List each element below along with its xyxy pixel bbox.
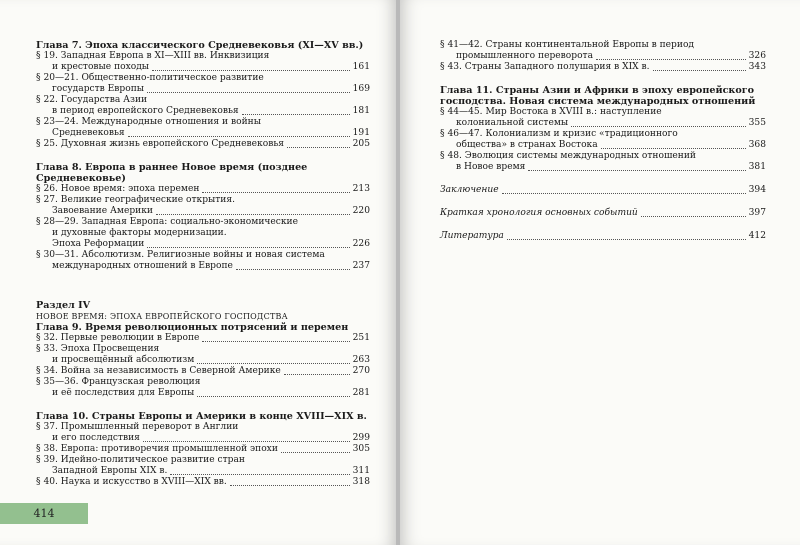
toc-page-number: 237 [352, 261, 370, 271]
toc-entry-text: государств Европы [52, 84, 145, 94]
dot-leader [281, 452, 350, 453]
toc-entry-text: § 39. Идейно-политическое развитие стран [36, 455, 245, 465]
toc-page-number: 326 [748, 51, 766, 61]
toc-entry [36, 333, 370, 344]
spacer [440, 173, 766, 185]
toc-entry [36, 477, 370, 488]
dot-leader [571, 126, 746, 127]
toc-page-number: 305 [352, 444, 370, 454]
toc-page-number: 205 [352, 139, 370, 149]
toc-page-number: 412 [748, 231, 766, 241]
page-number: 414 [33, 507, 55, 520]
heading-line: Глава 10. Страны Европы и Америки в конце XVIII—XIX в. [36, 411, 367, 422]
dot-leader [507, 239, 746, 240]
toc-page-number: 368 [748, 140, 766, 150]
left-page [0, 0, 397, 545]
toc-page-number: 397 [748, 208, 766, 218]
toc-page-number: 270 [352, 366, 370, 376]
dot-leader [242, 114, 350, 115]
spacer [36, 272, 370, 300]
toc-entry-text: § 44—45. Мир Востока в XVIII в.: наступление [440, 107, 662, 117]
heading-line: Глава 9. Время революционных потрясений и перемен [36, 322, 349, 333]
section-subtitle: НОВОЕ ВРЕМЯ: ЭПОХА ЕВРОПЕЙСКОГО ГОСПОДСТВА [36, 312, 288, 321]
toc-entry-line [36, 355, 370, 366]
toc-page-number: 281 [352, 388, 370, 398]
toc-entry-text: и его последствия [52, 433, 140, 443]
toc-entry-text: § 28—29. Западная Европа: социально-экономические [36, 217, 298, 227]
toc-entry-line [440, 151, 766, 162]
toc-entry-line [36, 95, 370, 106]
toc-page-number: 251 [352, 333, 370, 343]
toc-entry-text: Эпоха Реформации [52, 239, 145, 249]
toc-left [36, 40, 370, 488]
toc-entry-line [440, 140, 766, 151]
toc-page-number: 226 [352, 239, 370, 249]
toc-entry-line [440, 118, 766, 129]
toc-entry-text: § 46—47. Колониализм и кризис «традиционного [440, 129, 678, 139]
toc-entry-line [36, 250, 370, 261]
toc-entry-text: § 23—24. Международные отношения и войны [36, 117, 261, 127]
toc-entry-line [36, 466, 370, 477]
toc-entry [36, 139, 370, 150]
toc-entry-line [440, 40, 766, 51]
toc-page-number: 394 [748, 185, 766, 195]
toc-entry [440, 107, 766, 129]
dot-leader [152, 70, 350, 71]
toc-entry [36, 366, 370, 377]
toc-entry-line [440, 231, 766, 242]
toc-entry-line [36, 117, 370, 128]
toc-page-number: 299 [352, 433, 370, 443]
heading-line: господства. Новая система международных отношений [440, 96, 756, 107]
toc-entry [36, 444, 370, 455]
toc-entry [36, 73, 370, 95]
spacer [36, 150, 370, 162]
toc-page-number: 191 [352, 128, 370, 138]
toc-entry-text: § 34. Война за независимость в Северной Америке [36, 366, 281, 376]
toc-page-number: 343 [748, 62, 766, 72]
dot-leader [156, 214, 350, 215]
spacer [36, 399, 370, 411]
dot-leader [502, 193, 746, 194]
toc-entry-line [36, 422, 370, 433]
toc-entry [36, 51, 370, 73]
toc-entry-line [440, 162, 766, 173]
toc-entry [36, 455, 370, 477]
toc-page-number: 381 [748, 162, 766, 172]
toc-entry-line [36, 73, 370, 84]
toc-entry-line [440, 208, 766, 219]
toc-entry-line [440, 51, 766, 62]
section-heading [36, 300, 370, 311]
toc-entry-line [36, 184, 370, 195]
toc-page-number: 311 [352, 466, 370, 476]
chapter-heading [36, 162, 370, 184]
toc-entry-text: § 35—36. Французская революция [36, 377, 201, 387]
chapter-heading [36, 322, 370, 333]
toc-entry-text: Западной Европы XIX в. [52, 466, 168, 476]
toc-entry-text: § 30—31. Абсолютизм. Религиозные войны и новая система [36, 250, 325, 260]
toc-entry [36, 95, 370, 117]
toc-entry-line [36, 388, 370, 399]
toc-entry [36, 195, 370, 217]
dot-leader [128, 136, 350, 137]
toc-entry-text: промышленного переворота [456, 51, 593, 61]
toc-entry-line [36, 239, 370, 250]
toc-entry-text: § 48. Эволюция системы международных отношений [440, 151, 696, 161]
toc-entry-text: § 20—21. Общественно-политическое развитие [36, 73, 264, 83]
toc-entry-line [440, 129, 766, 140]
dot-leader [170, 474, 349, 475]
spacer [440, 196, 766, 208]
toc-entry-text: и духовные факторы модернизации. [52, 228, 227, 238]
toc-entry-text: в период европейского Средневековья [52, 106, 239, 116]
dot-leader [147, 247, 349, 248]
dot-leader [230, 485, 350, 486]
dot-leader [197, 396, 349, 397]
toc-page-number: 355 [748, 118, 766, 128]
toc-entry-text: и крестовые походы [52, 62, 150, 72]
toc-entry [36, 344, 370, 366]
heading-line: Глава 8. Европа в раннее Новое время (позднее [36, 162, 308, 173]
toc-page-number: 181 [352, 106, 370, 116]
toc-entry-line [36, 139, 370, 150]
toc-entry-line [440, 62, 766, 73]
toc-entry [36, 117, 370, 139]
toc-entry-line [36, 51, 370, 62]
toc-entry-text: в Новое время [456, 162, 526, 172]
toc-page-number: 169 [352, 84, 370, 94]
dot-leader [202, 341, 349, 342]
toc-entry-text: общества» в странах Востока [456, 140, 598, 150]
toc-entry [440, 62, 766, 73]
toc-entry [440, 208, 766, 219]
toc-entry-text: § 26. Новое время: эпоха перемен [36, 184, 200, 194]
toc-entry-text: § 41—42. Страны континентальной Европы в период [440, 40, 695, 50]
chapter-heading [440, 85, 766, 107]
toc-entry-text: Краткая хронология основных событий [440, 208, 638, 218]
toc-entry [36, 217, 370, 250]
dot-leader [202, 192, 349, 193]
toc-entry-text: Заключение [440, 185, 499, 195]
toc-entry [440, 40, 766, 62]
dot-leader [601, 148, 746, 149]
dot-leader [236, 269, 350, 270]
toc-entry-text: § 37. Промышленный переворот в Англии [36, 422, 239, 432]
toc-entry-text: и её последствия для Европы [52, 388, 195, 398]
toc-page-number: 161 [352, 62, 370, 72]
toc-entry-text: и просвещённый абсолютизм [52, 355, 195, 365]
toc-entry [440, 185, 766, 196]
dot-leader [528, 170, 745, 171]
toc-entry [36, 184, 370, 195]
right-page [400, 0, 800, 545]
heading-line: Глава 7. Эпоха классического Средневековья (XI—XV вв.) [36, 40, 364, 51]
toc-right [440, 40, 766, 242]
heading-line: Средневековье) [36, 173, 126, 184]
toc-entry-text: колониальной системы [456, 118, 569, 128]
toc-page-number: 318 [352, 477, 370, 487]
toc-entry-line [36, 106, 370, 117]
toc-entry-text: § 25. Духовная жизнь европейского Средневековья [36, 139, 285, 149]
toc-entry-text: § 33. Эпоха Просвещения [36, 344, 160, 354]
dot-leader [596, 59, 746, 60]
toc-page-number: 263 [352, 355, 370, 365]
toc-entry-text: Средневековья [52, 128, 125, 138]
toc-entry-text: § 19. Западная Европа в XI—XIII вв. Инквизиция [36, 51, 270, 61]
toc-entry-line [36, 377, 370, 388]
toc-entry-line [36, 128, 370, 139]
toc-entry-text: § 43. Страны Западного полушария в XIX в. [440, 62, 650, 72]
toc-entry-text: § 27. Великие географические открытия. [36, 195, 235, 205]
toc-entry-line [36, 333, 370, 344]
heading-line: Глава 11. Страны Азии и Африки в эпоху европейского [440, 85, 755, 96]
chapter-heading [36, 411, 370, 422]
toc-entry-line [36, 206, 370, 217]
toc-entry [36, 377, 370, 399]
dot-leader [284, 374, 350, 375]
toc-entry-line [36, 261, 370, 272]
toc-entry-line [36, 477, 370, 488]
dot-leader [143, 441, 350, 442]
toc-page-number: 220 [352, 206, 370, 216]
toc-entry-line [36, 228, 370, 239]
dot-leader [641, 216, 746, 217]
toc-entry [36, 250, 370, 272]
toc-entry-text: Завоевание Америки [52, 206, 153, 216]
toc-entry-line [36, 84, 370, 95]
toc-page-number: 213 [352, 184, 370, 194]
toc-entry-line [36, 433, 370, 444]
toc-entry-line [36, 344, 370, 355]
toc-entry-line [36, 455, 370, 466]
toc-entry-text: § 22. Государства Азии [36, 95, 148, 105]
toc-entry [440, 129, 766, 151]
toc-entry-text: Литература [440, 231, 504, 241]
toc-entry-line [36, 366, 370, 377]
spacer [440, 73, 766, 85]
chapter-heading [36, 40, 370, 51]
toc-entry-line [36, 62, 370, 73]
dot-leader [197, 363, 349, 364]
heading-line: Раздел IV [36, 300, 91, 311]
toc-entry-line [36, 444, 370, 455]
dot-leader [653, 70, 746, 71]
toc-entry [36, 422, 370, 444]
toc-entry-text: § 38. Европа: противоречия промышленной эпохи [36, 444, 278, 454]
toc-entry-text: § 40. Наука и искусство в XVIII—XIX вв. [36, 477, 227, 487]
toc-entry-line [440, 107, 766, 118]
toc-entry [440, 231, 766, 242]
dot-leader [147, 92, 350, 93]
toc-entry-line [36, 195, 370, 206]
toc-entry-line [36, 217, 370, 228]
dot-leader [287, 147, 350, 148]
toc-entry-text: § 32. Первые революции в Европе [36, 333, 200, 343]
spacer [440, 219, 766, 231]
toc-entry-line [440, 185, 766, 196]
toc-entry [440, 151, 766, 173]
toc-entry-text: международных отношений в Европе [52, 261, 233, 271]
